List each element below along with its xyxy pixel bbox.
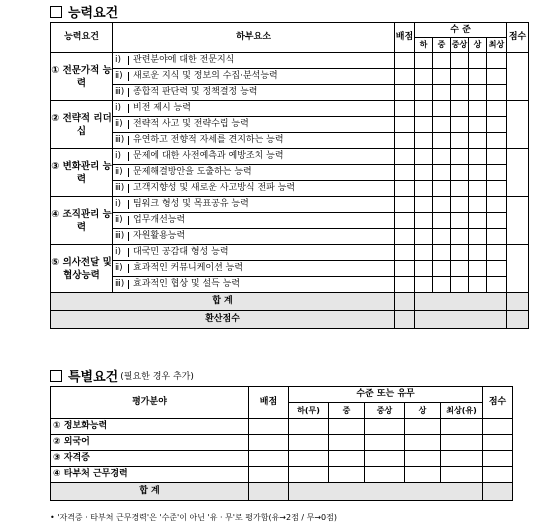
special-total-score-cell[interactable]	[483, 483, 513, 501]
table-row	[51, 101, 529, 117]
level-cell[interactable]	[365, 467, 405, 483]
header-score: 점수	[483, 387, 513, 419]
allot-cell[interactable]	[395, 165, 415, 181]
table-row	[51, 53, 529, 69]
allot-cell[interactable]	[395, 117, 415, 133]
header-field: 평가분야	[51, 387, 249, 419]
level-cell[interactable]	[441, 419, 483, 435]
section1-title: 능력요건	[50, 2, 118, 21]
level-cell[interactable]	[487, 85, 507, 101]
total-allot-cell[interactable]	[395, 293, 415, 311]
header-category: 능력요건	[51, 23, 113, 53]
level-cell[interactable]	[487, 165, 507, 181]
item-text: 문제에 대한 사전예측과 예방조치 능력	[133, 151, 284, 161]
table-row	[51, 467, 513, 483]
score-cell[interactable]	[483, 419, 513, 435]
level-cell[interactable]	[433, 181, 451, 197]
item-number: ⅰ)	[113, 200, 129, 209]
level-cell[interactable]	[487, 261, 507, 277]
ability-table	[50, 22, 529, 329]
level-cell[interactable]	[469, 197, 487, 213]
total-level-cell	[415, 293, 507, 311]
header-allot: 배점	[249, 387, 289, 419]
item-text: 새로운 지식 및 정보의 수집·분석능력	[133, 71, 278, 81]
table-row	[51, 133, 529, 149]
item-text: 대국민 공감대 형성 능력	[133, 247, 229, 257]
level-cell[interactable]	[433, 101, 451, 117]
level-cell[interactable]	[415, 277, 433, 293]
level-cell[interactable]	[451, 261, 469, 277]
level-cell[interactable]	[487, 117, 507, 133]
level-cell[interactable]	[433, 117, 451, 133]
category-name: ④ 조직관리 능력	[51, 197, 113, 245]
level-cell[interactable]	[451, 149, 469, 165]
level-cell[interactable]	[433, 229, 451, 245]
item-number: ⅰ)	[113, 104, 129, 113]
special-total-allot-cell[interactable]	[249, 483, 289, 501]
item-text: 효과적인 커뮤니케이션 능력	[133, 263, 244, 273]
level-cell[interactable]	[289, 435, 329, 451]
special-field-name: ④ 타부처 근무경력	[51, 467, 249, 483]
allot-cell[interactable]	[395, 181, 415, 197]
level-cell[interactable]	[469, 261, 487, 277]
header-level: 수 준	[415, 23, 507, 38]
item-number: ⅲ)	[113, 136, 129, 145]
allot-cell[interactable]	[395, 133, 415, 149]
allot-cell[interactable]	[395, 197, 415, 213]
level-cell[interactable]	[415, 53, 433, 69]
level-cell[interactable]	[415, 69, 433, 85]
category-name: ② 전략적 리더십	[51, 101, 113, 149]
level-cell[interactable]	[487, 149, 507, 165]
item-number: ⅰ)	[113, 56, 129, 65]
level-cell[interactable]	[451, 277, 469, 293]
level-cell[interactable]	[469, 213, 487, 229]
allot-cell[interactable]	[395, 53, 415, 69]
item-number: ⅲ)	[113, 280, 129, 289]
level-cell[interactable]	[487, 101, 507, 117]
special-total-level-cell	[289, 483, 483, 501]
level-cell[interactable]	[487, 229, 507, 245]
level-cell[interactable]	[451, 133, 469, 149]
level-cell[interactable]	[433, 69, 451, 85]
level-cell[interactable]	[433, 197, 451, 213]
converted-score-label: 환산점수	[51, 311, 395, 329]
level-cell[interactable]	[405, 419, 441, 435]
item-number: ⅱ)	[113, 168, 129, 177]
level-cell[interactable]	[469, 245, 487, 261]
converted-level-cell	[415, 311, 507, 329]
category-name: ① 전문가적 능력	[51, 53, 113, 101]
item-text: 고객지향성 및 새로운 사고방식 전파 능력	[133, 183, 296, 193]
score-cell[interactable]	[507, 245, 529, 293]
level-cell[interactable]	[451, 213, 469, 229]
item-text: 팀워크 형성 및 목표공유 능력	[133, 199, 249, 209]
header-element: 하부요소	[113, 23, 395, 53]
allot-cell[interactable]	[395, 69, 415, 85]
item-text: 문제해결방안을 도출하는 능력	[133, 167, 252, 177]
level-cell[interactable]	[469, 69, 487, 85]
score-cell[interactable]	[483, 435, 513, 451]
score-cell[interactable]	[483, 451, 513, 467]
level-cell[interactable]	[405, 435, 441, 451]
level-cell[interactable]	[469, 53, 487, 69]
level-cell[interactable]	[329, 435, 365, 451]
item-number: ⅱ)	[113, 216, 129, 225]
total-score-cell[interactable]	[507, 293, 529, 311]
header-level: 수준 또는 유무	[289, 387, 483, 403]
level-cell[interactable]	[289, 467, 329, 483]
sub-element	[113, 69, 395, 85]
table-row	[51, 245, 529, 261]
converted-allot-cell	[395, 311, 415, 329]
sub-element	[113, 101, 395, 117]
table-row	[51, 213, 529, 229]
level-cell[interactable]	[433, 133, 451, 149]
converted-score-cell[interactable]	[507, 311, 529, 329]
item-number: ⅱ)	[113, 264, 129, 273]
sub-element	[113, 117, 395, 133]
checkbox-square-icon	[50, 6, 62, 18]
item-number: ⅰ)	[113, 152, 129, 161]
score-cell[interactable]	[507, 197, 529, 245]
level-cell[interactable]	[433, 261, 451, 277]
level-cell[interactable]	[289, 451, 329, 467]
level-cell[interactable]	[329, 419, 365, 435]
item-number: ⅲ)	[113, 184, 129, 193]
level-cell[interactable]	[487, 277, 507, 293]
table-row	[51, 451, 513, 467]
level-cell[interactable]	[469, 165, 487, 181]
item-text: 유연하고 전향적 자세를 견지하는 능력	[133, 135, 284, 145]
level-label: 상	[405, 403, 441, 419]
sub-element	[113, 181, 395, 197]
allot-cell[interactable]	[395, 245, 415, 261]
allot-cell[interactable]	[395, 101, 415, 117]
item-number: ⅱ)	[113, 120, 129, 129]
level-cell[interactable]	[433, 165, 451, 181]
level-cell[interactable]	[405, 451, 441, 467]
level-cell[interactable]	[451, 53, 469, 69]
level-cell[interactable]	[451, 165, 469, 181]
level-cell[interactable]	[441, 435, 483, 451]
level-cell[interactable]	[433, 85, 451, 101]
special-field-name: ① 정보화능력	[51, 419, 249, 435]
level-label: 최상	[487, 38, 507, 53]
item-text: 자원활용능력	[133, 231, 186, 241]
level-cell[interactable]	[469, 117, 487, 133]
score-cell[interactable]	[507, 101, 529, 149]
total-label: 합 계	[51, 293, 395, 311]
level-label: 상	[469, 38, 487, 53]
level-cell[interactable]	[433, 213, 451, 229]
level-cell[interactable]	[487, 245, 507, 261]
level-label: 하(무)	[289, 403, 329, 419]
table-row	[51, 85, 529, 101]
level-cell[interactable]	[469, 149, 487, 165]
section2-title: 특별요건 (필요한 경우 추가)	[50, 366, 194, 385]
allot-cell[interactable]	[395, 149, 415, 165]
level-cell[interactable]	[487, 53, 507, 69]
table-row	[51, 229, 529, 245]
table-row	[51, 69, 529, 85]
level-cell[interactable]	[415, 133, 433, 149]
item-number: ⅱ)	[113, 72, 129, 81]
level-cell[interactable]	[451, 117, 469, 133]
item-number: ⅰ)	[113, 248, 129, 257]
level-cell[interactable]	[415, 149, 433, 165]
level-cell[interactable]	[415, 101, 433, 117]
item-number: ⅲ)	[113, 232, 129, 241]
allot-cell[interactable]	[395, 261, 415, 277]
level-cell[interactable]	[365, 435, 405, 451]
item-text: 전략적 사고 및 전략수립 능력	[133, 119, 249, 129]
sub-element	[113, 245, 395, 261]
level-cell[interactable]	[451, 181, 469, 197]
level-cell[interactable]	[433, 277, 451, 293]
allot-cell[interactable]	[395, 85, 415, 101]
table-row	[51, 181, 529, 197]
header-score: 점수	[507, 23, 529, 53]
special-table	[50, 386, 513, 501]
level-cell[interactable]	[451, 229, 469, 245]
footnote: • '자격증 · 타부처 근무경력'은 '수준'이 아닌 '유 · 무'로 평가함(유→2점 / 무→0점)	[50, 513, 337, 522]
sub-element	[113, 229, 395, 245]
level-cell[interactable]	[469, 133, 487, 149]
level-cell[interactable]	[329, 451, 365, 467]
score-cell[interactable]	[507, 149, 529, 197]
item-text: 종합적 판단력 및 정책결정 능력	[133, 87, 258, 97]
allot-cell[interactable]	[249, 419, 289, 435]
level-cell[interactable]	[415, 181, 433, 197]
level-cell[interactable]	[487, 181, 507, 197]
level-cell[interactable]	[487, 197, 507, 213]
level-cell[interactable]	[365, 419, 405, 435]
level-cell[interactable]	[415, 229, 433, 245]
level-cell[interactable]	[469, 229, 487, 245]
table-row	[51, 261, 529, 277]
special-field-name: ③ 자격증	[51, 451, 249, 467]
allot-cell[interactable]	[395, 277, 415, 293]
level-cell[interactable]	[433, 245, 451, 261]
level-cell[interactable]	[469, 277, 487, 293]
sub-element	[113, 277, 395, 293]
allot-cell[interactable]	[249, 451, 289, 467]
level-cell[interactable]	[415, 245, 433, 261]
level-label: 하	[415, 38, 433, 53]
level-cell[interactable]	[487, 213, 507, 229]
level-cell[interactable]	[415, 165, 433, 181]
category-name: ⑤ 의사전달 및 협상능력	[51, 245, 113, 293]
item-text: 업무개선능력	[133, 215, 186, 225]
table-row	[51, 419, 513, 435]
allot-cell[interactable]	[395, 229, 415, 245]
level-cell[interactable]	[441, 451, 483, 467]
level-cell[interactable]	[329, 467, 365, 483]
sub-element	[113, 165, 395, 181]
score-cell[interactable]	[507, 53, 529, 101]
level-cell[interactable]	[451, 245, 469, 261]
level-cell[interactable]	[451, 197, 469, 213]
level-cell[interactable]	[469, 85, 487, 101]
level-cell[interactable]	[415, 197, 433, 213]
level-cell[interactable]	[487, 69, 507, 85]
sub-element	[113, 197, 395, 213]
header-allot: 배점	[395, 23, 415, 53]
level-cell[interactable]	[289, 419, 329, 435]
sub-element	[113, 261, 395, 277]
item-text: 효과적인 협상 및 설득 능력	[133, 279, 241, 289]
level-cell[interactable]	[469, 181, 487, 197]
level-cell[interactable]	[487, 133, 507, 149]
level-label: 최상(유)	[441, 403, 483, 419]
level-cell[interactable]	[415, 85, 433, 101]
item-number: ⅲ)	[113, 88, 129, 97]
level-cell[interactable]	[415, 213, 433, 229]
level-label: 중	[433, 38, 451, 53]
level-cell[interactable]	[441, 467, 483, 483]
level-cell[interactable]	[405, 467, 441, 483]
sub-element	[113, 85, 395, 101]
level-cell[interactable]	[365, 451, 405, 467]
item-text: 비전 제시 능력	[133, 103, 191, 113]
level-cell[interactable]	[451, 69, 469, 85]
level-cell[interactable]	[433, 149, 451, 165]
special-field-name: ② 외국어	[51, 435, 249, 451]
table-row	[51, 117, 529, 133]
sub-element	[113, 53, 395, 69]
level-label: 중상	[365, 403, 405, 419]
level-cell[interactable]	[451, 101, 469, 117]
level-cell[interactable]	[469, 101, 487, 117]
level-label: 중	[329, 403, 365, 419]
table-row	[51, 149, 529, 165]
allot-cell[interactable]	[249, 435, 289, 451]
checkbox-square-icon	[50, 370, 62, 382]
level-cell[interactable]	[415, 117, 433, 133]
table-row	[51, 165, 529, 181]
sub-element	[113, 133, 395, 149]
allot-cell[interactable]	[249, 467, 289, 483]
level-cell[interactable]	[415, 261, 433, 277]
special-total-label: 합 계	[51, 483, 249, 501]
level-cell[interactable]	[451, 85, 469, 101]
level-label: 중상	[451, 38, 469, 53]
score-cell[interactable]	[483, 467, 513, 483]
table-row	[51, 435, 513, 451]
sub-element	[113, 149, 395, 165]
item-text: 관련분야에 대한 전문지식	[133, 55, 235, 65]
allot-cell[interactable]	[395, 213, 415, 229]
sub-element	[113, 213, 395, 229]
category-name: ③ 변화관리 능력	[51, 149, 113, 197]
level-cell[interactable]	[433, 53, 451, 69]
table-row	[51, 277, 529, 293]
table-row	[51, 197, 529, 213]
